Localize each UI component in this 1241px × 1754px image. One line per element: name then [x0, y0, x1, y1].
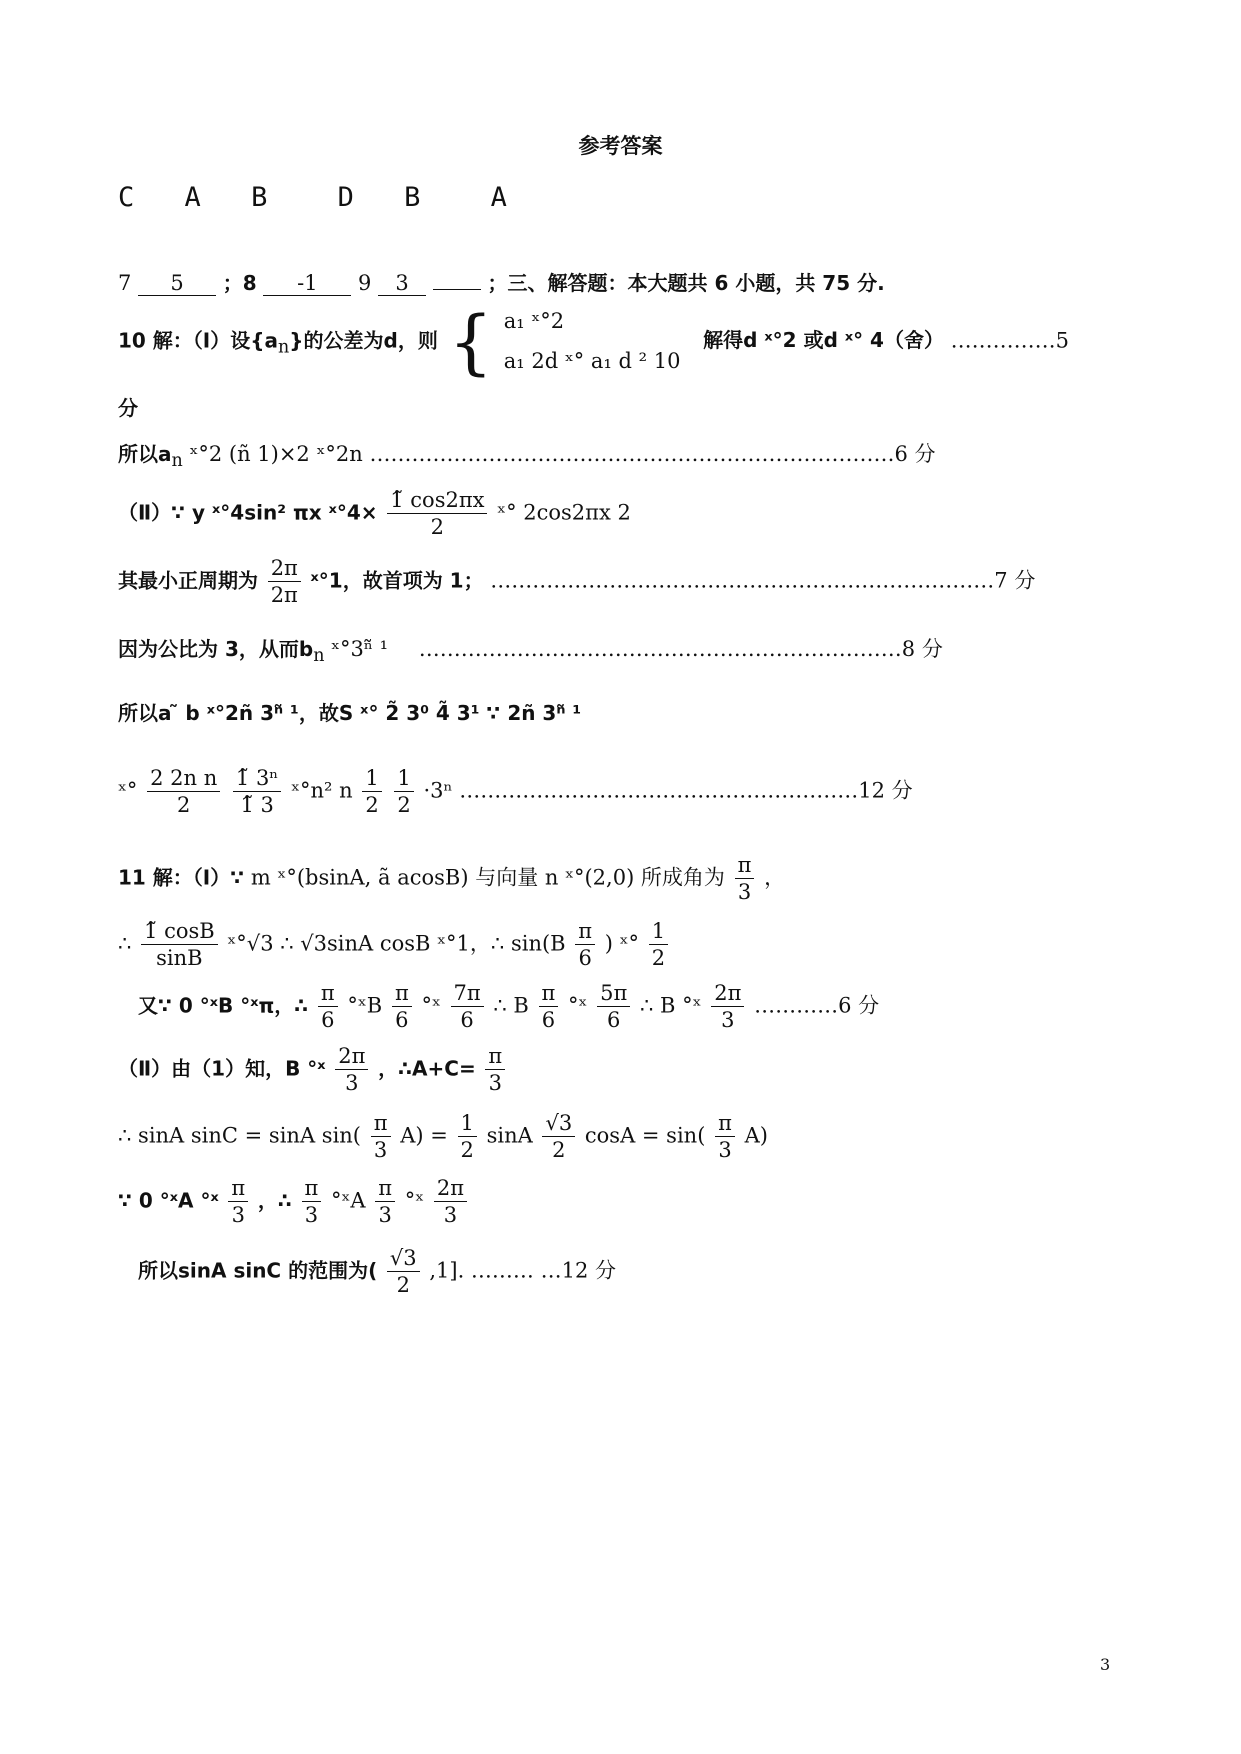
fraction-numerator: π [575, 918, 595, 945]
q11-part3 [118, 1110, 768, 1164]
fraction-denominator: 2 [176, 793, 191, 818]
q9-blank [433, 289, 481, 290]
q11-intro: 11 解：（Ⅰ）∵ [118, 865, 245, 890]
fraction-numerator: π [735, 852, 755, 879]
q10-score-8: ……………………………………………………………8 分 [418, 637, 943, 661]
fraction-denominator: 3 [488, 1071, 502, 1096]
fraction [485, 1043, 505, 1097]
fraction-denominator: 2 [430, 515, 445, 540]
q8-label: ；8 [222, 271, 257, 295]
q11-line2 [118, 918, 671, 972]
q11-part2-lead: （Ⅱ）由（1）知，B °ˣ [118, 1056, 326, 1081]
q10-period-label: 其最小正周期为 [118, 568, 258, 593]
choice-2: A [184, 182, 201, 213]
q11-line2-text: ˣ°√3 ∴ √3sinA cosB ˣ°1，∴ sin(B [227, 931, 566, 956]
fraction-denominator: 6 [321, 1008, 335, 1033]
fraction [539, 980, 559, 1034]
q10-score-12: …………………………………………………12 分 [459, 778, 913, 803]
q11-line2-eq: ) ˣ° [604, 931, 640, 956]
q10-solve: 解得d ˣ°2 或d ˣ° 4（舍） [703, 328, 944, 353]
q10-part2-lead: （Ⅱ）∵ y ˣ°4sin² πx ˣ°4× [118, 500, 378, 525]
q10-an-line: 所以$a_n$ ˣ°2 (ñ 1)×2 ˣ°2n …………………………………………………………………6 分 [118, 442, 936, 472]
fraction-denominator: 3 [345, 1071, 359, 1096]
fraction [735, 852, 755, 906]
q11-vector-text: m ˣ°(bsinA, ã acosB) 与向量 n ˣ°(2,0) 所成角为 [250, 865, 725, 890]
fraction-denominator: 6 [395, 1008, 409, 1033]
fraction-numerator: 1 [649, 918, 668, 945]
fraction [434, 1175, 467, 1229]
q11-line3-e: °ˣ [568, 993, 588, 1018]
fraction-denominator: 2 [552, 1138, 566, 1163]
fraction-denominator: 1̃ 3 [240, 793, 274, 818]
fraction-numerator: 1 [394, 765, 413, 792]
fraction [649, 918, 668, 972]
q11-p4-b: ，∴ [257, 1188, 292, 1213]
fill-in-answers [118, 267, 885, 296]
fraction [392, 980, 412, 1034]
fraction-denominator: 3 [443, 1203, 458, 1228]
q11-line3-lead: 又∵ 0 °ˣB °ˣπ，∴ [138, 993, 309, 1018]
q11-p3-c: sinA [486, 1123, 533, 1148]
q11-line3-d: ∴ B [493, 993, 529, 1018]
fraction-numerator: π [371, 1110, 391, 1137]
fraction-denominator: 2 [396, 1273, 410, 1298]
fraction [371, 1110, 391, 1164]
choice-answers [118, 182, 541, 213]
fraction-denominator: 3 [721, 1008, 735, 1033]
q11-part2 [118, 1043, 508, 1097]
q10-bn-formula: ˣ°3ⁿ̃ ¹ [324, 637, 389, 661]
page-number: 3 [1100, 1655, 1111, 1674]
fraction [387, 1245, 420, 1299]
fraction-denominator: 2 [651, 946, 666, 971]
q10-period-line [118, 555, 1035, 609]
q11-p3-d: cosA = sin( [584, 1123, 706, 1148]
q11-p3-e: A) [744, 1123, 768, 1148]
fraction [458, 1110, 477, 1164]
fraction-denominator: 2π [270, 583, 298, 608]
q8-answer: -1 [263, 271, 351, 296]
q7-label: 7 [118, 271, 132, 295]
q10-ratio-line: 因为公比为 3，从而$b_n$ ˣ°3ⁿ̃ ¹ ……………………………………………………………8 分 [118, 637, 943, 667]
fraction-numerator: π [318, 980, 338, 1007]
fraction-numerator: π [392, 980, 412, 1007]
q11-range-line [138, 1245, 616, 1299]
fraction [233, 765, 281, 819]
system-eq1: a₁ ˣ°2 [503, 309, 565, 333]
fraction-numerator: 1 [458, 1110, 477, 1137]
q10-intro: 10 解：（Ⅰ）设{a [118, 328, 278, 353]
fraction-numerator: π [228, 1175, 248, 1202]
fraction-numerator: 5π [597, 980, 630, 1007]
fraction-numerator: 1̃ 3ⁿ [233, 765, 281, 792]
fraction-numerator: π [539, 980, 559, 1007]
fraction [302, 1175, 322, 1229]
fraction [141, 918, 218, 972]
page-title: 参考答案 [578, 134, 663, 158]
fraction [542, 1110, 575, 1164]
eq-sign: ˣ° [118, 778, 138, 803]
q11-p3-a: ∴ sinA sinC = sinA sin( [118, 1123, 361, 1148]
fraction-numerator: 1̃ cos2πx [387, 487, 487, 514]
fraction-numerator: π [375, 1175, 395, 1202]
fraction-denominator: 2 [460, 1138, 474, 1163]
q9-label: 9 [358, 271, 372, 295]
system-eq2: a₁ 2d ˣ° a₁ d ² 10 [503, 348, 681, 373]
system-brace: { [448, 300, 494, 383]
q10-ratio-label: 因为公比为 3，从而b [118, 637, 314, 661]
fraction-numerator: 7π [451, 980, 484, 1007]
q11-part2-sum: ，∴A+C= [378, 1056, 476, 1081]
q10-sum-formula: 所以a ̃ b ˣ°2ñ 3ⁿ̃ ¹，故S ˣ° 2̃ 3⁰ 4̃ 3¹ ∵ 2ñ 3ⁿ̃ ¹ [118, 701, 582, 725]
q10-period-result: ˣ°1，故首项为 1； [310, 568, 484, 593]
fraction [575, 918, 595, 972]
q10-part2-line [118, 487, 631, 541]
fraction-numerator: 2π [711, 980, 744, 1007]
fraction-denominator: 6 [578, 946, 592, 971]
fraction-denominator: 6 [541, 1008, 556, 1033]
fraction-numerator: 2π [434, 1175, 467, 1202]
fraction-numerator: 2π [335, 1043, 368, 1070]
choice-5: B [404, 182, 421, 213]
q11-line3 [138, 980, 879, 1034]
fraction-numerator: √3 [387, 1245, 420, 1272]
q11-p4-a: ∵ 0 °ˣA °ˣ [118, 1188, 219, 1213]
fraction [597, 980, 630, 1034]
fraction-denominator: sinB [156, 946, 203, 971]
q10-final-line [118, 765, 913, 819]
fraction [711, 980, 744, 1034]
fraction-numerator: 2π [268, 555, 301, 582]
fraction-numerator: π [485, 1043, 505, 1070]
q10-sum-line [118, 697, 581, 726]
q7-answer: 5 [138, 271, 216, 296]
q11-score-6: …………6 分 [754, 993, 880, 1018]
fraction [268, 555, 301, 609]
q11-score-12: ,1]. ……… …12 分 [429, 1258, 616, 1283]
fraction [451, 980, 484, 1034]
fraction [335, 1043, 368, 1097]
fraction [147, 765, 220, 819]
fraction [394, 765, 413, 819]
fraction-denominator: 3 [737, 880, 752, 905]
fraction [228, 1175, 248, 1229]
q10-an-formula: ˣ°2 (ñ 1)×2 ˣ°2n [182, 442, 363, 466]
q11-line3-b: °ˣB [347, 993, 383, 1018]
fraction-denominator: 3 [378, 1203, 392, 1228]
q10-intro2: }的公差为d，则 [289, 328, 438, 353]
q10-score-7: ………………………………………………………………7 分 [490, 568, 1036, 593]
fraction-denominator: 3 [718, 1138, 732, 1163]
fraction-numerator: 2 2n n [147, 765, 220, 792]
fraction-numerator: 1̃ cosB [141, 918, 218, 945]
q10-part2-tail: ˣ° 2cos2πx 2 [497, 500, 631, 525]
q11-line3-f: ∴ B °ˣ [640, 993, 702, 1018]
fraction [375, 1175, 395, 1229]
fraction-denominator: 3 [231, 1203, 245, 1228]
fraction-denominator: 6 [607, 1008, 621, 1033]
comma: ， [764, 865, 786, 890]
fraction-numerator: 1 [362, 765, 381, 792]
fraction-numerator: π [715, 1110, 735, 1137]
q10-score-unit: 分 [118, 396, 138, 420]
q11-p3-b: A) = [400, 1123, 448, 1148]
fraction-denominator: 3 [373, 1138, 388, 1163]
choice-3: B [251, 182, 268, 213]
q11-p4-c: °ˣA [331, 1188, 366, 1213]
fraction-numerator: π [302, 1175, 322, 1202]
fraction-denominator: 2 [397, 793, 411, 818]
choice-4: D [337, 182, 354, 213]
q10-score-5: ……………5 [950, 328, 1070, 353]
q11-p4-d: °ˣ [404, 1188, 425, 1213]
equation-system [504, 302, 681, 382]
q11-part4 [118, 1175, 470, 1229]
section-three-heading: ；三、解答题：本大题共 6 小题，共 75 分. [487, 271, 885, 295]
q11-line1 [118, 852, 785, 906]
fraction-numerator: √3 [542, 1110, 575, 1137]
q10-an-label: 所以a [118, 442, 172, 466]
fraction-denominator: 6 [460, 1008, 474, 1033]
q10-score-6: …………………………………………………………………6 分 [369, 442, 936, 466]
q10-part1: 10 解：（Ⅰ）设$\{a_n\}$的公差为d，则 { a₁ ˣ°2 a₁ 2d ˣ° a₁ d ² 10 解得d ˣ°2 或d ˣ° 4（舍） ……………5 [118, 300, 1070, 383]
q10-final-power: ·3ⁿ [423, 778, 453, 803]
choice-1: C [118, 182, 135, 213]
fraction-denominator: 2 [365, 793, 379, 818]
therefore-symbol: ∴ [118, 931, 132, 956]
q9-answer: 3 [378, 271, 426, 296]
fraction-denominator: 3 [304, 1203, 319, 1228]
fraction [362, 765, 381, 819]
q11-range-label: 所以sinA sinC 的范围为( [138, 1258, 378, 1283]
q11-line3-c: °ˣ [421, 993, 441, 1018]
fraction [715, 1110, 735, 1164]
fraction [318, 980, 338, 1034]
fraction [387, 487, 487, 541]
q10-final-mid: ˣ°n² n [291, 778, 353, 803]
choice-6: A [490, 182, 507, 213]
